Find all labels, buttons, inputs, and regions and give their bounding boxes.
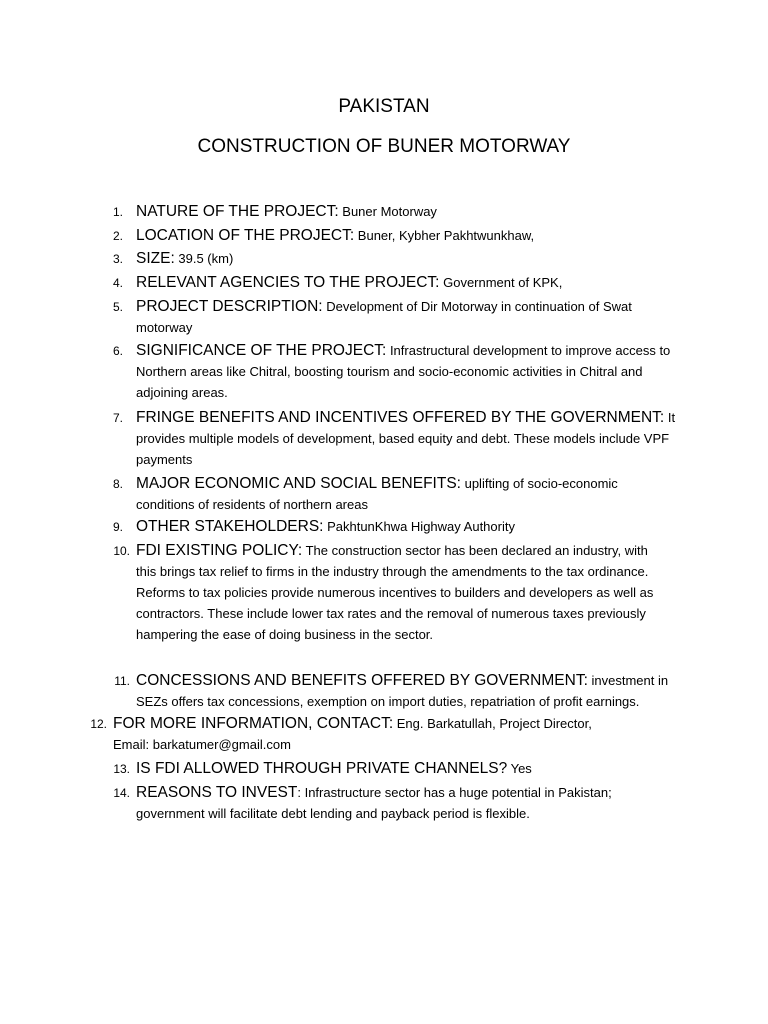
item-label: REASONS TO INVEST	[136, 784, 298, 801]
item-number: 13.	[113, 762, 130, 776]
item-body	[136, 296, 656, 338]
document-title: CONSTRUCTION OF BUNER MOTORWAY	[197, 136, 571, 157]
item-body	[136, 670, 686, 712]
item-label: MAJOR ECONOMIC AND SOCIAL BENEFITS:	[136, 475, 461, 492]
item-label: RELEVANT AGENCIES TO THE PROJECT:	[136, 274, 440, 291]
item-label: SIGNIFICANCE OF THE PROJECT:	[136, 342, 387, 359]
item-text: PakhtunKhwa Highway Authority	[323, 519, 515, 534]
item-label: NATURE OF THE PROJECT:	[136, 203, 339, 220]
item-text: Eng. Barkatullah, Project Director, Email: barkatumer@gmail.com	[113, 716, 592, 752]
item-number: 7.	[112, 411, 123, 425]
item-body	[136, 782, 681, 824]
item-body	[136, 473, 636, 515]
item-text: Infrastructural development to improve access to Northern areas like Chitral, boosting tourism and socio-economic activities in Chitral and adjoining areas.	[136, 343, 671, 400]
item-label: FDI EXISTING POLICY:	[136, 542, 303, 559]
item-number: 14.	[113, 786, 130, 800]
item-text: : Infrastructure sector has a huge potential in Pakistan; government will facilitate debt lending and payback period is flexible.	[136, 785, 612, 821]
item-number: 11.	[114, 674, 130, 688]
item-body	[136, 272, 686, 293]
item-label: IS FDI ALLOWED THROUGH PRIVATE CHANNELS?	[136, 760, 508, 777]
item-number: 1.	[112, 205, 123, 219]
item-number: 12.	[90, 717, 107, 731]
item-text: Development of Dir Motorway in continuation of Swat motorway	[136, 299, 632, 335]
item-number: 8.	[112, 477, 123, 491]
item-number: 9.	[112, 520, 123, 534]
item-body	[136, 248, 686, 269]
item-body	[136, 540, 666, 645]
item-number: 5.	[112, 300, 123, 314]
item-number: 6.	[112, 344, 123, 358]
item-text: Yes	[507, 761, 532, 776]
item-label: FRINGE BENEFITS AND INCENTIVES OFFERED BY THE GOVERNMENT:	[136, 409, 665, 426]
item-text: investment in SEZs offers tax concessions, exemption on import duties, repatriation of profit earnings.	[136, 673, 669, 709]
item-text: uplifting of socio-economic conditions of residents of northern areas	[136, 476, 618, 512]
item-body	[136, 340, 681, 403]
item-text: Government of KPK,	[439, 275, 563, 290]
item-label: OTHER STAKEHOLDERS:	[136, 518, 324, 535]
item-text: Buner, Kybher Pakhtwunkhaw,	[354, 228, 535, 243]
item-number: 10.	[113, 544, 130, 558]
item-number: 4.	[112, 276, 123, 290]
item-text: Buner Motorway	[338, 204, 437, 219]
item-label: CONCESSIONS AND BENEFITS OFFERED BY GOVERNMENT:	[136, 672, 588, 689]
item-number: 2.	[112, 229, 123, 243]
item-label: FOR MORE INFORMATION, CONTACT:	[113, 715, 394, 732]
item-label: LOCATION OF THE PROJECT:	[136, 227, 355, 244]
item-body	[136, 225, 686, 246]
item-label: PROJECT DESCRIPTION:	[136, 298, 323, 315]
item-text: The construction sector has been declared an industry, with this brings tax relief to firms in the industry through the amendments to the tax ordinance. Reforms to tax policies provide numerous incentives to builders and developers as well as contractors. These include lower tax rates and the removal of numerous taxes previously hampering the ease of doing business in the sector.	[136, 543, 654, 642]
country-heading: PAKISTAN	[338, 96, 430, 117]
item-body	[136, 407, 681, 470]
item-text: 39.5 (km)	[174, 251, 234, 266]
item-number: 3.	[112, 252, 123, 266]
item-text: It provides multiple models of development, based equity and debt. These models include VPF payments	[136, 410, 676, 467]
item-body	[136, 516, 686, 537]
item-body	[136, 201, 686, 222]
item-label: SIZE:	[136, 250, 175, 267]
item-body	[113, 713, 623, 755]
item-body	[136, 758, 686, 779]
